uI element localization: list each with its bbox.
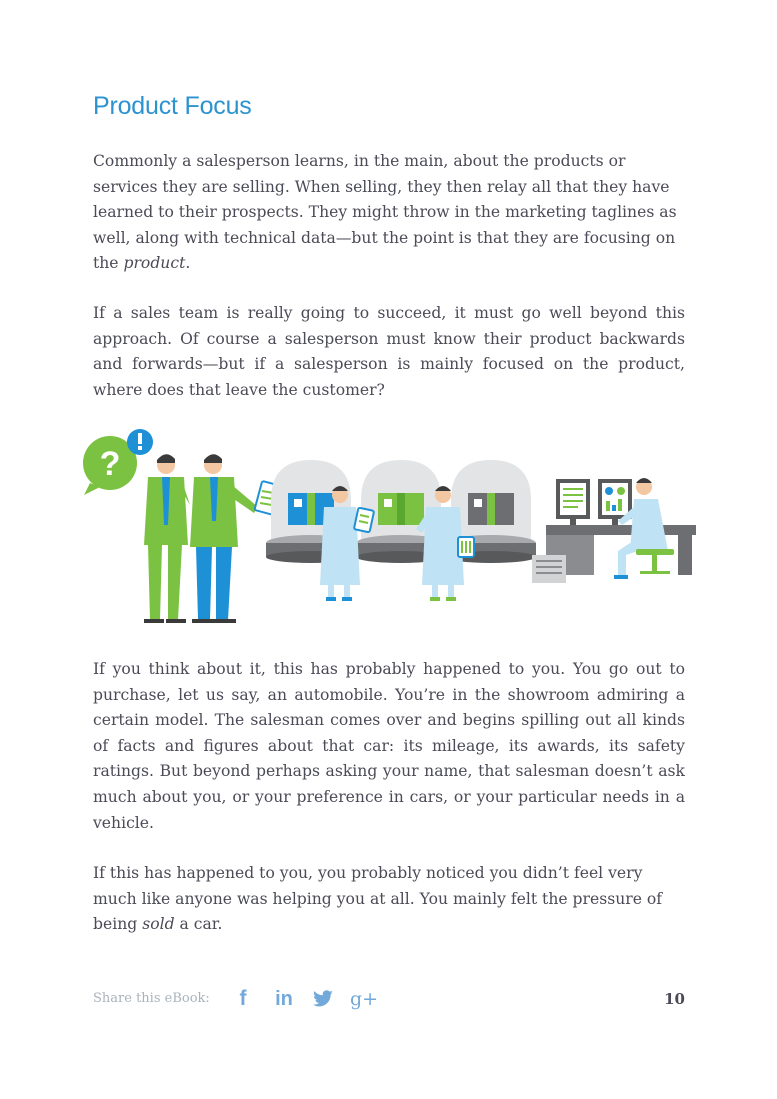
page-number: 10	[664, 990, 685, 1008]
paragraph-1-end: .	[185, 254, 191, 273]
paragraph-1-text: Commonly a salesperson learns, in the main, about the products or services they are selling. When selling, they then relay all that they have learned to their prospects. They might throw in the marketing taglines as well, along with technical data—but the point is that they are focusing on the	[93, 152, 677, 273]
facebook-icon: f	[239, 987, 247, 1010]
exclamation-mark-icon	[127, 429, 153, 455]
paragraph-4	[93, 861, 685, 938]
google-plus-icon: g+	[349, 988, 379, 1010]
salesman-figure-1	[144, 454, 190, 623]
paragraph-1	[93, 149, 685, 277]
paragraph-2: If a sales team is really going to succeed, it must go well beyond this approach. Of course a salesperson must know their product backwards and forwards—but if a salesperson is mainly focused on the product, where does that leave the customer?	[93, 304, 685, 399]
page-heading: Product Focus	[93, 92, 252, 120]
facebook-share-button[interactable]	[233, 985, 253, 1013]
linkedin-icon: in	[275, 988, 293, 1010]
twitter-share-button[interactable]	[311, 985, 335, 1013]
paragraph-3: If you think about it, this has probably happened to you. You go out to purchase, let us say, an automobile. You’re in the showroom admiring a certain model. The salesman comes over and begins spilling out all kinds of facts and figures about that car: its mileage, its awards, its safety ratings. But beyond perhaps asking your name, that salesman doesn’t ask much about you, or your preference in cars, or your particular needs in a vehicle.	[93, 660, 685, 832]
paragraph-1-emphasis: product	[123, 254, 186, 273]
page-footer	[93, 985, 685, 1015]
paragraph-4-emphasis: sold	[142, 915, 175, 934]
paragraph-4-text: If this has happened to you, you probably noticed you didn’t feel very much like anyone was helping you at all. You mainly felt the pressure of being	[93, 864, 663, 934]
paragraph-4-end: a car.	[174, 915, 223, 934]
linkedin-share-button[interactable]	[271, 985, 297, 1013]
twitter-icon	[312, 990, 334, 1008]
computer-workstation	[532, 478, 696, 583]
salesman-figure-2	[190, 454, 282, 623]
sales-illustration	[78, 425, 698, 630]
google-plus-share-button[interactable]	[351, 985, 377, 1013]
svg-text:?: ?	[99, 445, 121, 483]
share-label: Share this eBook:	[93, 991, 210, 1006]
